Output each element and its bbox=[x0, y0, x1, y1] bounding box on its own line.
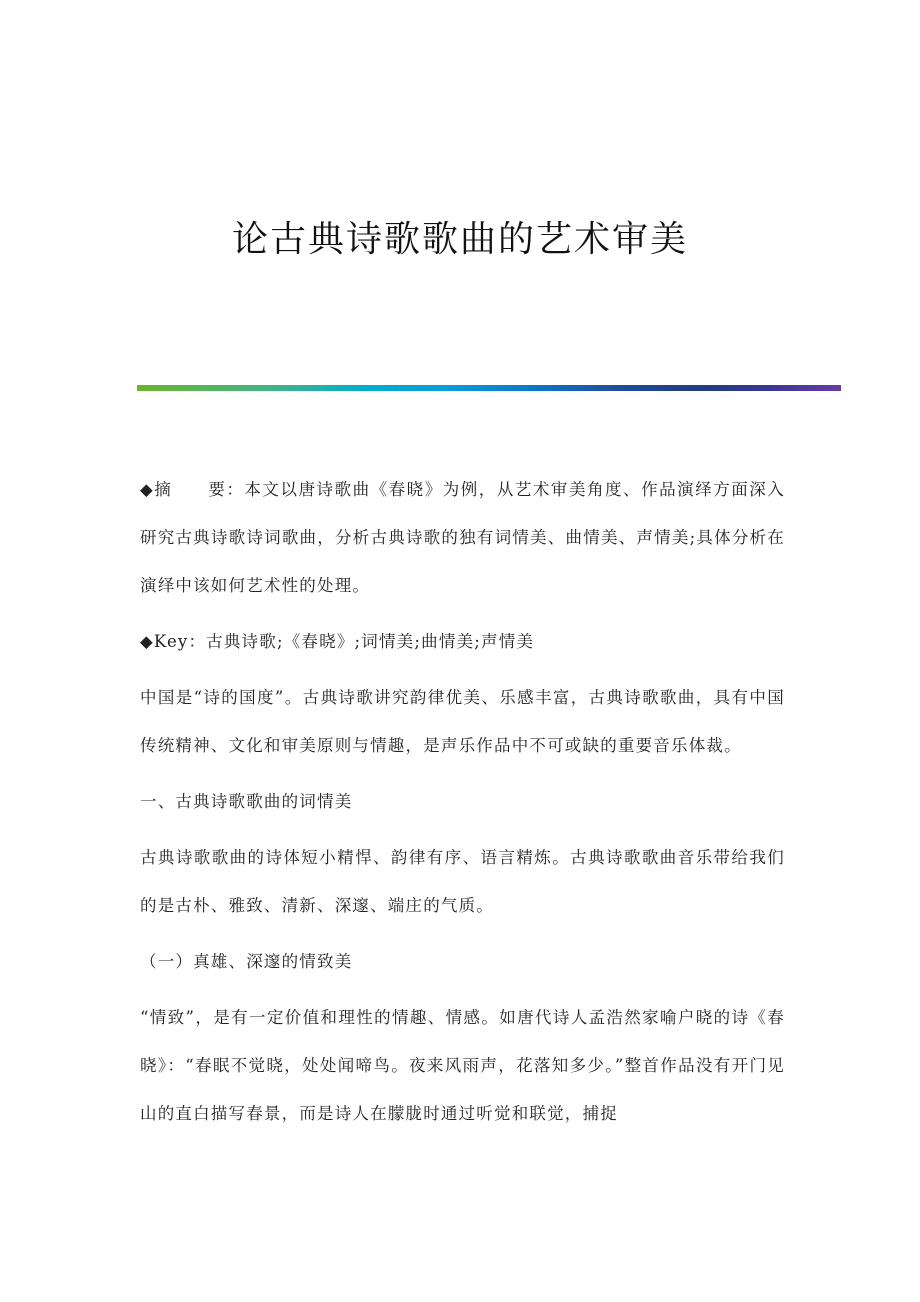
paragraph-intro: 中国是“诗的国度”。古典诗歌讲究韵律优美、乐感丰富，古典诗歌歌曲，具有中国传统精神、文化和审美原则与情趣，是声乐作品中不可或缺的重要音乐体裁。 bbox=[140, 688, 785, 755]
keywords: ◆Key：古典诗歌;《春晓》;词情美;曲情美;声情美 bbox=[140, 632, 535, 651]
subsection-heading-1: （一）真雄、深邃的情致美 bbox=[140, 952, 353, 971]
section-heading-1: 一、古典诗歌歌曲的词情美 bbox=[140, 792, 353, 811]
gradient-divider bbox=[137, 385, 841, 391]
document-body bbox=[140, 466, 785, 1138]
paragraph-section-1: 古典诗歌歌曲的诗体短小精悍、韵律有序、语言精炼。古典诗歌歌曲音乐带给我们的是古朴、雅致、清新、深邃、端庄的气质。 bbox=[140, 848, 785, 915]
paragraph-subsection-1: “情致”，是有一定价值和理性的情趣、情感。如唐代诗人孟浩然家喻户晓的诗《春晓》：“春眠不觉晓，处处闻啼鸟。夜来风雨声，花落知多少。”整首作品没有开门见山的直白描写春景，而是诗人在朦胧时通过听觉和联觉，捕捉 bbox=[140, 1008, 785, 1123]
document-title: 论古典诗歌歌曲的艺术审美 bbox=[231, 219, 688, 260]
abstract: ◆摘 要：本文以唐诗歌曲《春晓》为例，从艺术审美角度、作品演绎方面深入研究古典诗歌诗词歌曲，分析古典诗歌的独有词情美、曲情美、声情美;具体分析在演绎中该如何艺术性的处理。 bbox=[140, 480, 785, 595]
